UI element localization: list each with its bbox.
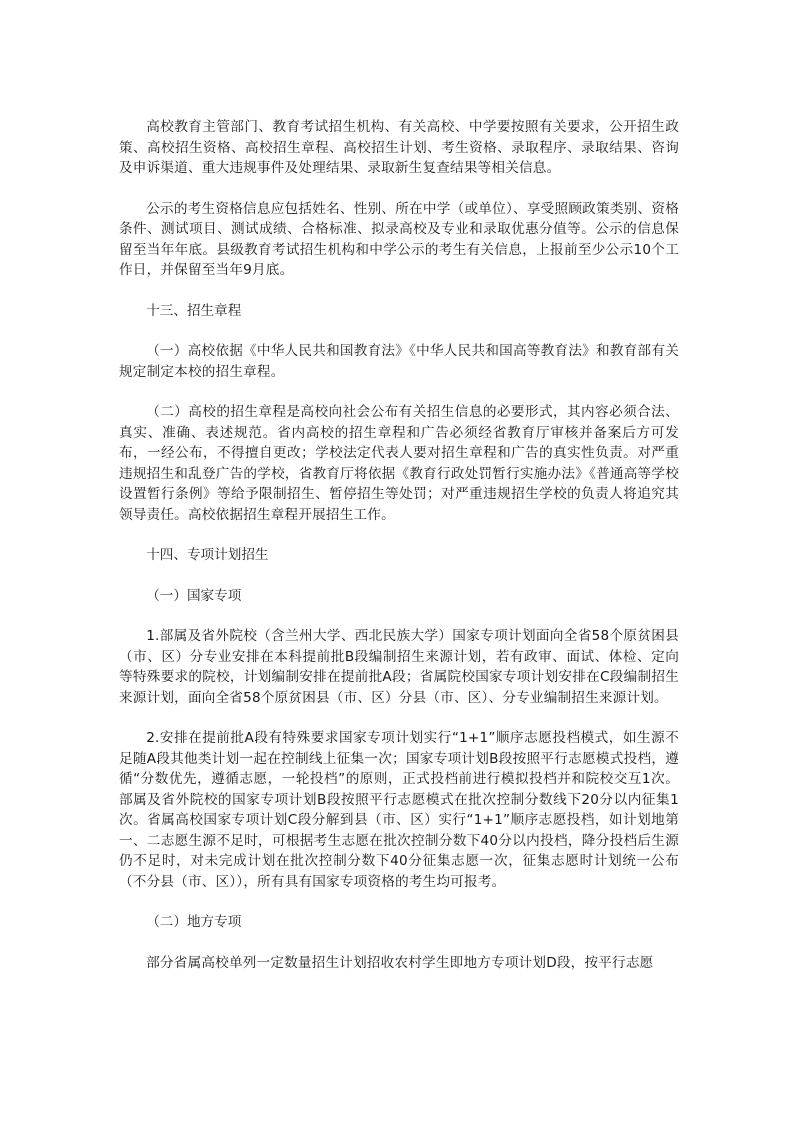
paragraph-disclosure-requirements: 高校教育主管部门、教育考试招生机构、有关高校、中学要按照有关要求，公开招生政策、高校招生资格、高校招生章程、高校招生计划、考生资格、录取程序、录取结果、咨询及申诉渠道、重大违规事件及处理结果、录取新生复查结果等相关信息。 xyxy=(119,119,679,176)
section-heading-13-admission-charter: 十三、招生章程 xyxy=(146,302,242,319)
document-page xyxy=(119,117,679,973)
paragraph-national-special-item-1: 1.部属及省外院校（含兰州大学、西北民族大学）国家专项计划面向全省58个原贫困县（市、区）分专业安排在本科提前批B段编制招生来源计划，若有政审、面试、体检、定向等特殊要求的院校，计划编制安排在提前批A段；省属院校国家专项计划安排在C段编制招生来源计划，面向全省58个原贫困县（市、区）分县（市、区）、分专业编制招生来源计划。 xyxy=(119,628,679,706)
paragraph-charter-publication: （二）高校的招生章程是高校向社会公布有关招生信息的必要形式，其内容必须合法、真实、准确、表述规范。省内高校的招生章程和广告必须经省教育厅审核并备案后方可发布，一经公布，不得擅自更改；学校法定代表人要对招生章程和广告的真实性负责。对严重违规招生和乱登广告的学校，省教育厅将依据《教育行政处罚暂行实施办法》《普通高等学校设置暂行条例》等给予限制招生、暂停招生等处罚；对严重违规招生学校的负责人将追究其领导责任。高校依据招生章程开展招生工作。 xyxy=(119,404,679,523)
paragraph-national-special-item-2: 2.安排在提前批A段有特殊要求国家专项计划实行“1+1”顺序志愿投档模式，如生源不足随A段其他类计划一起在控制线上征集一次；国家专项计划B段按照平行志愿模式投档，遵循“分数优先，遵循志愿，一轮投档”的原则，正式投档前进行模拟投档并和院校交互1次。部属及省外院校的国家专项计划B段按照平行志愿模式在批次控制分数线下20分以内征集1次。省属高校国家专项计划C段分解到县（市、区）实行“1+1”顺序志愿投档，如计划地第一、二志愿生源不足时，可根据考生志愿在批次控制分数下40分以内投档，降分投档后生源仍不足时，对未完成计划在批次控制分数下40分征集志愿一次，征集志愿时计划统一公布（不分县（市、区）），所有具有国家专项资格的考生均可报考。 xyxy=(119,730,679,890)
paragraph-candidate-qualification-publicity: 公示的考生资格信息应包括姓名、性别、所在中学（或单位）、享受照顾政策类别、资格条件、测试项目、测试成绩、合格标准、拟录高校及专业和录取优惠分值等。公示的信息保留至当年年底。县级教育考试招生机构和中学公示的考生有关信息，上报前至少公示10个工作日，并保留至当年9月底。 xyxy=(119,200,679,278)
section-heading-14-special-plans: 十四、专项计划招生 xyxy=(146,547,269,563)
paragraph-local-special-plan: 部分省属高校单列一定数量招生计划招收农村学生即地方专项计划D段，按平行志愿 xyxy=(146,954,654,971)
paragraph-charter-basis: （一）高校依据《中华人民共和国教育法》《中华人民共和国高等教育法》和教育部有关规定制定本校的招生章程。 xyxy=(119,343,679,380)
subheading-local-special: （二）地方专项 xyxy=(146,914,242,930)
subheading-national-special: （一）国家专项 xyxy=(146,587,242,604)
